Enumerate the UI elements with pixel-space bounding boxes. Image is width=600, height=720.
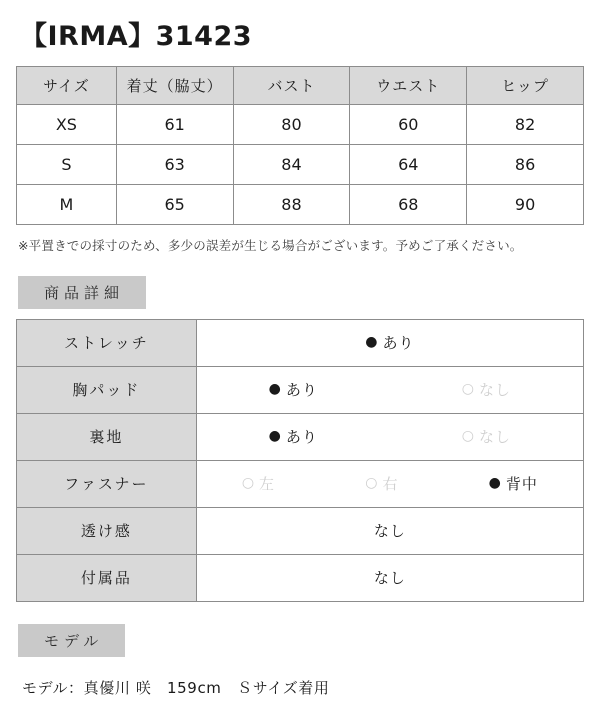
empty-circle-icon: ○ (241, 475, 256, 492)
filled-circle-icon: ● (268, 428, 282, 445)
detail-label: 胸パッド (17, 366, 197, 413)
option-back (489, 473, 538, 494)
detail-value (196, 460, 583, 507)
empty-circle-icon: ○ (461, 428, 476, 445)
option-ari (269, 379, 318, 400)
detail-value (196, 319, 583, 366)
measurement-note: ※平置きでの採寸のため、多少の誤差が生じる場合がございます。予めご了承ください。 (18, 237, 523, 253)
table-row (17, 144, 584, 184)
empty-circle-icon: ○ (365, 475, 379, 492)
detail-label: 透け感 (17, 507, 197, 554)
table-row (17, 460, 584, 507)
option-label: なし (479, 381, 512, 400)
size-cell: M (17, 184, 117, 224)
product-detail-table (16, 319, 584, 602)
detail-label: 裏地 (17, 413, 197, 460)
option-nashi (462, 426, 511, 447)
table-row (17, 184, 584, 224)
size-table-header-cell: 着丈（脇丈） (116, 66, 233, 104)
option-label: あり (285, 381, 318, 400)
option-label: あり (285, 428, 318, 447)
option-nashi (462, 379, 511, 400)
detail-value-text: なし (373, 522, 406, 541)
option-label: あり (382, 334, 415, 353)
length-cell: 65 (116, 184, 233, 224)
option-label: 右 (382, 475, 399, 494)
detail-value (196, 413, 583, 460)
size-table-header-cell: サイズ (17, 66, 117, 104)
section-heading-model: モデル (18, 624, 125, 657)
detail-value (196, 366, 583, 413)
filled-circle-icon: ● (268, 381, 282, 398)
detail-label: 付属品 (17, 554, 197, 601)
length-cell: 61 (116, 104, 233, 144)
bust-cell: 88 (233, 184, 350, 224)
hip-cell: 90 (467, 184, 584, 224)
hip-cell: 82 (467, 104, 584, 144)
section-heading-details: 商品詳細 (18, 276, 146, 309)
option-left (242, 473, 275, 494)
size-cell: S (17, 144, 117, 184)
option-label: なし (479, 428, 512, 447)
option-right (365, 473, 398, 494)
size-table-header-row (17, 66, 584, 104)
table-row (17, 366, 584, 413)
waist-cell: 60 (350, 104, 467, 144)
filled-circle-icon: ● (365, 334, 379, 351)
size-cell: XS (17, 104, 117, 144)
option-ari (365, 332, 414, 353)
detail-value (196, 554, 583, 601)
size-table-header-cell: ヒップ (467, 66, 584, 104)
page-title: 【IRMA】31423 (20, 21, 253, 52)
table-row (17, 413, 584, 460)
option-label: 左 (259, 475, 276, 494)
hip-cell: 86 (467, 144, 584, 184)
option-label: 背中 (505, 475, 538, 494)
length-cell: 63 (116, 144, 233, 184)
bust-cell: 80 (233, 104, 350, 144)
filled-circle-icon: ● (488, 475, 502, 492)
detail-label: ストレッチ (17, 319, 197, 366)
table-row (17, 507, 584, 554)
table-row (17, 554, 584, 601)
detail-value-text: なし (373, 569, 406, 588)
model-info: モデル：真優川 咲 159cm Ｓサイズ着用 (22, 678, 330, 697)
waist-cell: 68 (350, 184, 467, 224)
option-ari (269, 426, 318, 447)
size-table (16, 66, 584, 225)
empty-circle-icon: ○ (461, 381, 476, 398)
table-row (17, 319, 584, 366)
detail-label: ファスナー (17, 460, 197, 507)
size-table-header-cell: ウエスト (350, 66, 467, 104)
size-table-header-cell: バスト (233, 66, 350, 104)
detail-value (196, 507, 583, 554)
bust-cell: 84 (233, 144, 350, 184)
waist-cell: 64 (350, 144, 467, 184)
table-row (17, 104, 584, 144)
